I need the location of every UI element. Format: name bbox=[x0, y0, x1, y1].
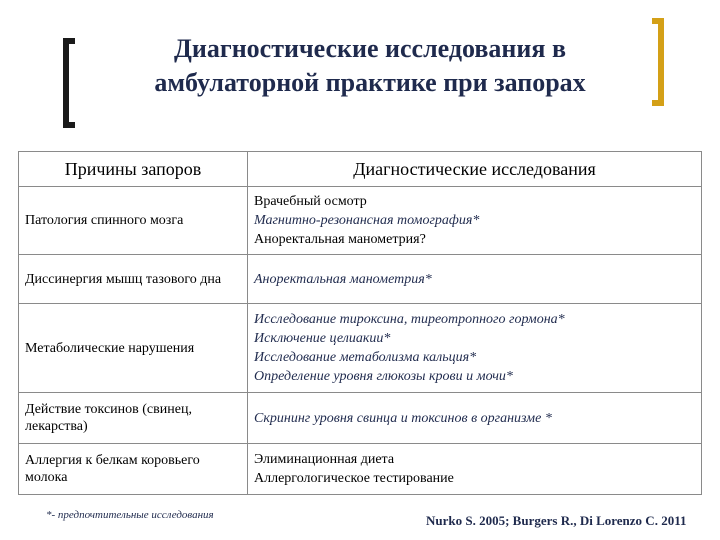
cause-cell: Аллергия к белкам коровьего молока bbox=[19, 444, 248, 495]
cause-cell: Метаболические нарушения bbox=[19, 304, 248, 393]
header-causes: Причины запоров bbox=[19, 152, 248, 187]
tests-cell bbox=[248, 187, 702, 255]
test-item: Аллергологическое тестирование bbox=[254, 471, 454, 486]
test-item: Аноректальная манометрия* bbox=[254, 271, 432, 287]
cause-cell: Действие токсинов (свинец, лекарства) bbox=[19, 393, 248, 444]
test-item: Исключение целиакии* bbox=[254, 331, 391, 346]
table-row bbox=[19, 304, 702, 393]
test-item: Скрининг уровня свинца и токсинов в организме * bbox=[254, 410, 552, 426]
tests-cell bbox=[248, 393, 702, 444]
test-item: Аноректальная манометрия? bbox=[254, 232, 426, 247]
cause-cell: Патология спинного мозга bbox=[19, 187, 248, 255]
citation: Nurko S. 2005; Burgers R., Di Lorenzo C. 2011 bbox=[426, 513, 687, 528]
table-body bbox=[19, 187, 702, 495]
test-item: Элиминационная диета bbox=[254, 452, 395, 467]
test-item: Врачебный осмотр bbox=[254, 194, 367, 209]
tests-cell bbox=[248, 444, 702, 495]
test-item: Магнитно-резонансная томография* bbox=[254, 213, 480, 228]
table-row bbox=[19, 187, 702, 255]
slide-title bbox=[100, 32, 640, 100]
table-row bbox=[19, 255, 702, 304]
footnote: *- предпочтительные исследования bbox=[46, 509, 214, 521]
test-item: Исследование тироксина, тиреотропного гормона* bbox=[254, 312, 565, 327]
cause-cell: Диссинергия мышц тазового дна bbox=[19, 255, 248, 304]
header-tests: Диагностические исследования bbox=[248, 152, 702, 187]
left-bracket-decoration bbox=[63, 38, 75, 128]
table-row bbox=[19, 393, 702, 444]
title-line-2: амбулаторной практике при запорах bbox=[154, 68, 586, 97]
tests-cell bbox=[248, 255, 702, 304]
tests-cell bbox=[248, 304, 702, 393]
diagnostics-table bbox=[18, 151, 702, 495]
test-item: Определение уровня глюкозы крови и мочи* bbox=[254, 369, 513, 384]
table-row bbox=[19, 444, 702, 495]
right-bracket-decoration bbox=[652, 18, 664, 106]
title-line-1: Диагностические исследования в bbox=[174, 34, 566, 63]
test-item: Исследование метаболизма кальция* bbox=[254, 350, 477, 365]
table-header-row bbox=[19, 152, 702, 187]
